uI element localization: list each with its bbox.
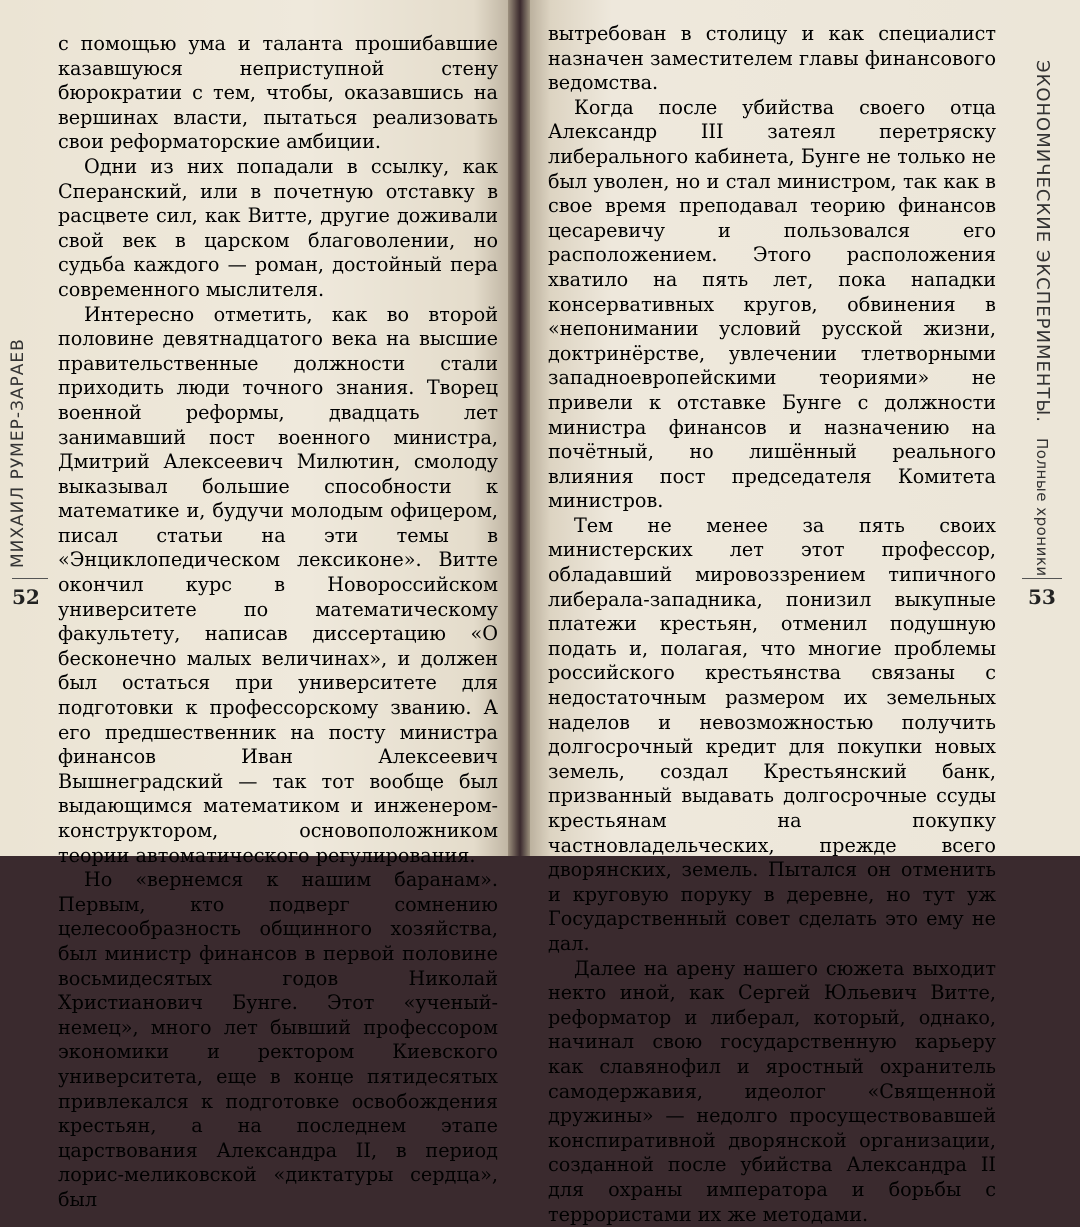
left-paragraph-1: с помощью ума и таланта прошибавшие казавшуюся неприступной стену бюрократии с тем, чтобы, оказавшись на вершинах власти, пытаться реализовать свои реформаторские амбиции. (58, 32, 498, 154)
right-paragraph-2: Когда после убийства своего отца Александр III затеял перетряску либерального кабинета, Бунге не только не был уволен, но и стал министром, так как в свое время преподавал теорию финансов цесаревичу и пользовался его расположением. Этого расположения хватило на пять лет, пока нападки консервативных кругов, обвинения в «непонимании условий русской жизни, доктринёрстве, увлечении тлетворными западноевропейскими теориями» не привели к отставке Бунге с должности министра финансов и назначению на почётный, но лишённый реального влияния пост председателя Комитета министров. (548, 95, 996, 513)
left-folio-rule (12, 578, 48, 579)
right-paragraph-1: вытребован в столицу и как специалист назначен заместителем главы финансового ведомства. (548, 22, 996, 95)
right-paragraph-3: Тем не менее за пять своих министерских лет этот профессор, обладавший мировоззрением типичного либерала-западника, понизил выкупные платежи крестьян, отменил подушную подать и, полагая, что многие проблемы российского крестьянства связаны с недостаточным размером их земельных наделов и невозможностью получить долгосрочный кредит для покупки новых земель, создал Крестьянский банк, призванный выдавать долгосрочные ссуды крестьянам на покупку частновладельческих, прежде всего дворянских, земель. Пытался он отменить и круговую поруку в деревне, но тут уж Государственный совет сделать это ему не дал. (548, 513, 996, 955)
left-running-head-text: МИХАИЛ РУМЕР-ЗАРАЕВ (8, 338, 28, 568)
left-paragraph-3: Интересно отметить, как во второй половине девятнадцатого века на высшие правительственные должности стали приходить люди точного знания. Творец военной реформы, двадцать лет занимавший пост военного министра, Дмитрий Алексеевич Милютин, смолоду выказывал большие способности к математике и, будучи молодым офицером, писал статьи на эти темы в «Энциклопедическом лексиконе». Витте окончил курс в Новороссийском университете по математическому факультету, написав диссертацию «О бесконечно малых величинах», и должен был остаться при университете для подготовки к профессорскому званию. А его предшественник на посту министра финансов Иван Алексеевич Вышнеградский — так тот вообще был выдающимся математиком и инженером-конструктором, основоположником теории автоматического регулирования. (58, 302, 498, 867)
left-page-number: 52 (12, 585, 40, 609)
left-paragraph-4: Но «вернемся к нашим баранам». Первым, кто подверг сомнению целесообразность общинного хозяйства, был министр финансов в первой половине восьмидесятых годов Николай Христианович Бунге. Этот «ученый-немец», много лет бывший профессором экономики и ректором Киевского университета, еще в конце пятидесятых привлекался к подготовке освобождения крестьян, а на последнем этапе царствования Александра II, в период лорис-меликовской «диктатуры сердца», был (58, 868, 498, 1211)
right-page-number: 53 (1028, 585, 1056, 609)
left-page-text (58, 32, 498, 1213)
book-gutter (508, 0, 530, 856)
right-running-head-title: ЭКОНОМИЧЕСКИЕ ЭКСПЕРИМЕНТЫ. (1032, 60, 1053, 424)
right-running-head (1032, 60, 1053, 580)
right-paragraph-4: Далее на арену нашего сюжета выходит некто иной, как Сергей Юльевич Витте, реформатор и либерал, который, однако, начинал свою государственную карьеру как славянофил и яростный охранитель самодержавия, идеолог «Священной дружины» — недолго просуществовавшей конспиративной дворянской организации, созданной после убийства Александра II для охраны императора и борьбы с террористами их же методами. (548, 956, 996, 1226)
right-folio-rule (1022, 578, 1062, 579)
left-running-head (8, 318, 28, 568)
right-running-head-subtitle: Полные хроники (1033, 437, 1051, 577)
right-page-text (548, 22, 996, 1227)
left-paragraph-2: Одни из них попадали в ссылку, как Сперанский, или в почетную отставку в расцвете сил, как Витте, другие доживали свой век в царском благоволении, но судьба каждого — роман, достойный пера современного мыслителя. (58, 154, 498, 301)
